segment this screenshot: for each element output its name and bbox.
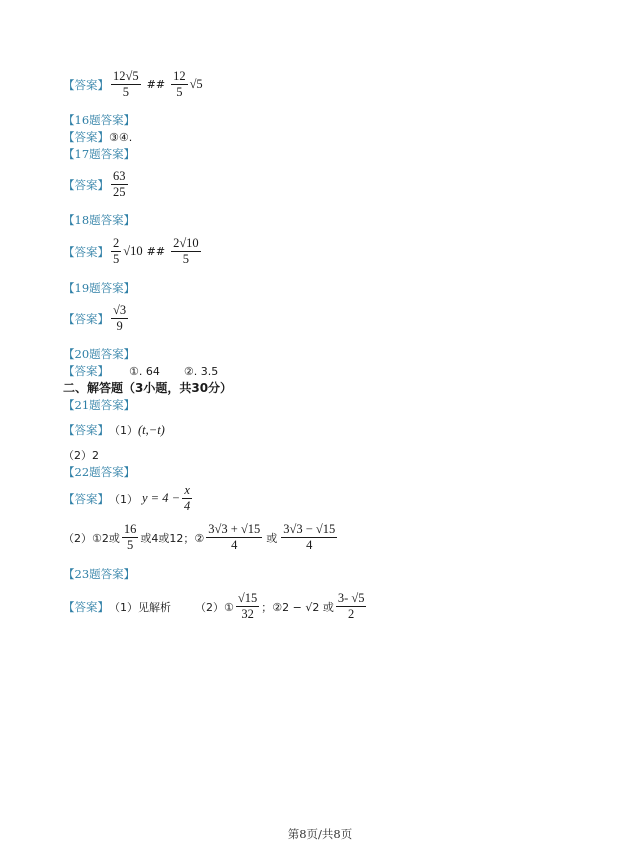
answer-label: 【答案】 [63, 244, 109, 259]
q20-answer-1: ①. 64 [129, 364, 160, 378]
q15-denominator-2: 5 [176, 85, 183, 100]
answer-label: 【答案】 [63, 599, 109, 614]
q22-part2-fraction-b-numerator: 3√3 − √15 [281, 523, 337, 538]
q21-part1-label: （1） [109, 424, 138, 437]
answer-label: 【答案】 [63, 311, 109, 326]
answer-label: 【答案】 [63, 423, 109, 437]
q22-part2-fraction-b-denominator: 4 [306, 538, 313, 553]
q15-fraction [111, 70, 141, 99]
answer-label: 【答案】 [63, 130, 109, 144]
q22-part2-fraction-a-numerator: 3√3 + √15 [206, 523, 262, 538]
q22-heading: 【22题答案】 [63, 465, 136, 479]
q18-answer-row [63, 237, 203, 266]
q19-heading: 【19题答案】 [63, 281, 136, 295]
q23-part2-denominator: 32 [241, 607, 254, 622]
q23-part2-fraction-b-numerator: 3- √5 [336, 592, 367, 607]
q21-heading: 【21题答案】 [63, 398, 136, 412]
answer-label: 【答案】 [63, 491, 109, 506]
q19-answer-row [63, 304, 130, 333]
q22-part2-numerator: 16 [122, 523, 139, 538]
q22-part1-row [63, 484, 194, 513]
q23-part2-fraction-b-denominator: 2 [348, 607, 355, 622]
q23-part2-fraction [236, 592, 259, 621]
q16-answer: ③④. [109, 130, 133, 144]
q22-part2-fraction-a [206, 523, 262, 552]
q19-denominator: 9 [116, 319, 123, 334]
q17-numerator: 63 [111, 170, 128, 185]
q22-part2-label: （2）①2或 [63, 531, 120, 545]
q22-part2-fraction-a-denominator: 4 [231, 538, 238, 553]
q15-numerator: 12√5 [111, 70, 141, 85]
q22-part2-fraction-b [281, 523, 337, 552]
q15-answer-row [63, 70, 203, 99]
q17-fraction [111, 170, 128, 199]
q15-separator: ## [146, 78, 166, 92]
q23-part1: （1）见解析 [109, 600, 171, 614]
q22-part1-lhs: y = 4 − [142, 491, 181, 506]
q22-part2-middle: 或4或12；② [140, 531, 205, 545]
q21-part1-answer: (t,−t) [138, 422, 165, 437]
q22-part1-numerator: x [182, 484, 192, 499]
q18-separator: ## [146, 245, 166, 259]
section-heading: 二、解答题（3小题，共30分） [63, 381, 233, 395]
q18-numerator-2: 2√10 [171, 237, 201, 252]
q22-part2-fraction [122, 523, 139, 552]
answer-label: 【答案】 [63, 77, 109, 92]
q15-fraction-2 [171, 70, 188, 99]
q18-tail: √10 [123, 244, 143, 259]
q20-answer-2: ②. 3.5 [183, 364, 219, 378]
q18-denominator-2: 5 [182, 252, 189, 267]
q23-part2-numerator: √15 [236, 592, 259, 607]
q15-tail: √5 [189, 77, 203, 92]
q20-heading: 【20题答案】 [63, 347, 136, 361]
q17-denominator: 25 [113, 185, 126, 200]
answer-label: 【答案】 [63, 364, 109, 378]
q18-fraction-2 [171, 237, 201, 266]
q23-heading: 【23题答案】 [63, 567, 136, 581]
q22-part2-or: 或 [266, 531, 278, 545]
q17-answer-row [63, 170, 130, 199]
q15-numerator-2: 12 [171, 70, 188, 85]
q22-part1-denominator: 4 [184, 499, 191, 514]
q20-answer-row [63, 363, 218, 379]
q23-part2-middle: ；②2 − √2 或 [261, 600, 334, 614]
q22-part2-row [63, 523, 339, 552]
answer-label: 【答案】 [63, 177, 109, 192]
q18-fraction [111, 237, 121, 266]
q21-part2: （2）2 [63, 449, 99, 462]
q23-answer-row [63, 592, 368, 621]
q18-numerator: 2 [111, 237, 121, 252]
q17-heading: 【17题答案】 [63, 147, 136, 161]
q18-denominator: 5 [113, 252, 120, 267]
q19-fraction [111, 304, 128, 333]
q15-denominator: 5 [122, 85, 129, 100]
q16-heading: 【16题答案】 [63, 113, 136, 127]
page-footer: 第8页/共8页 [287, 827, 353, 841]
q22-part1-fraction [182, 484, 192, 513]
q23-part2-label: （2）① [195, 600, 234, 614]
q18-heading: 【18题答案】 [63, 213, 136, 227]
q16-answer-row [63, 129, 132, 145]
q22-part2-denominator: 5 [126, 538, 134, 553]
q19-numerator: √3 [111, 304, 128, 319]
q23-part2-fraction-b [336, 592, 367, 621]
q22-part1-label: （1） [109, 492, 138, 506]
q21-answer-row [63, 422, 165, 438]
